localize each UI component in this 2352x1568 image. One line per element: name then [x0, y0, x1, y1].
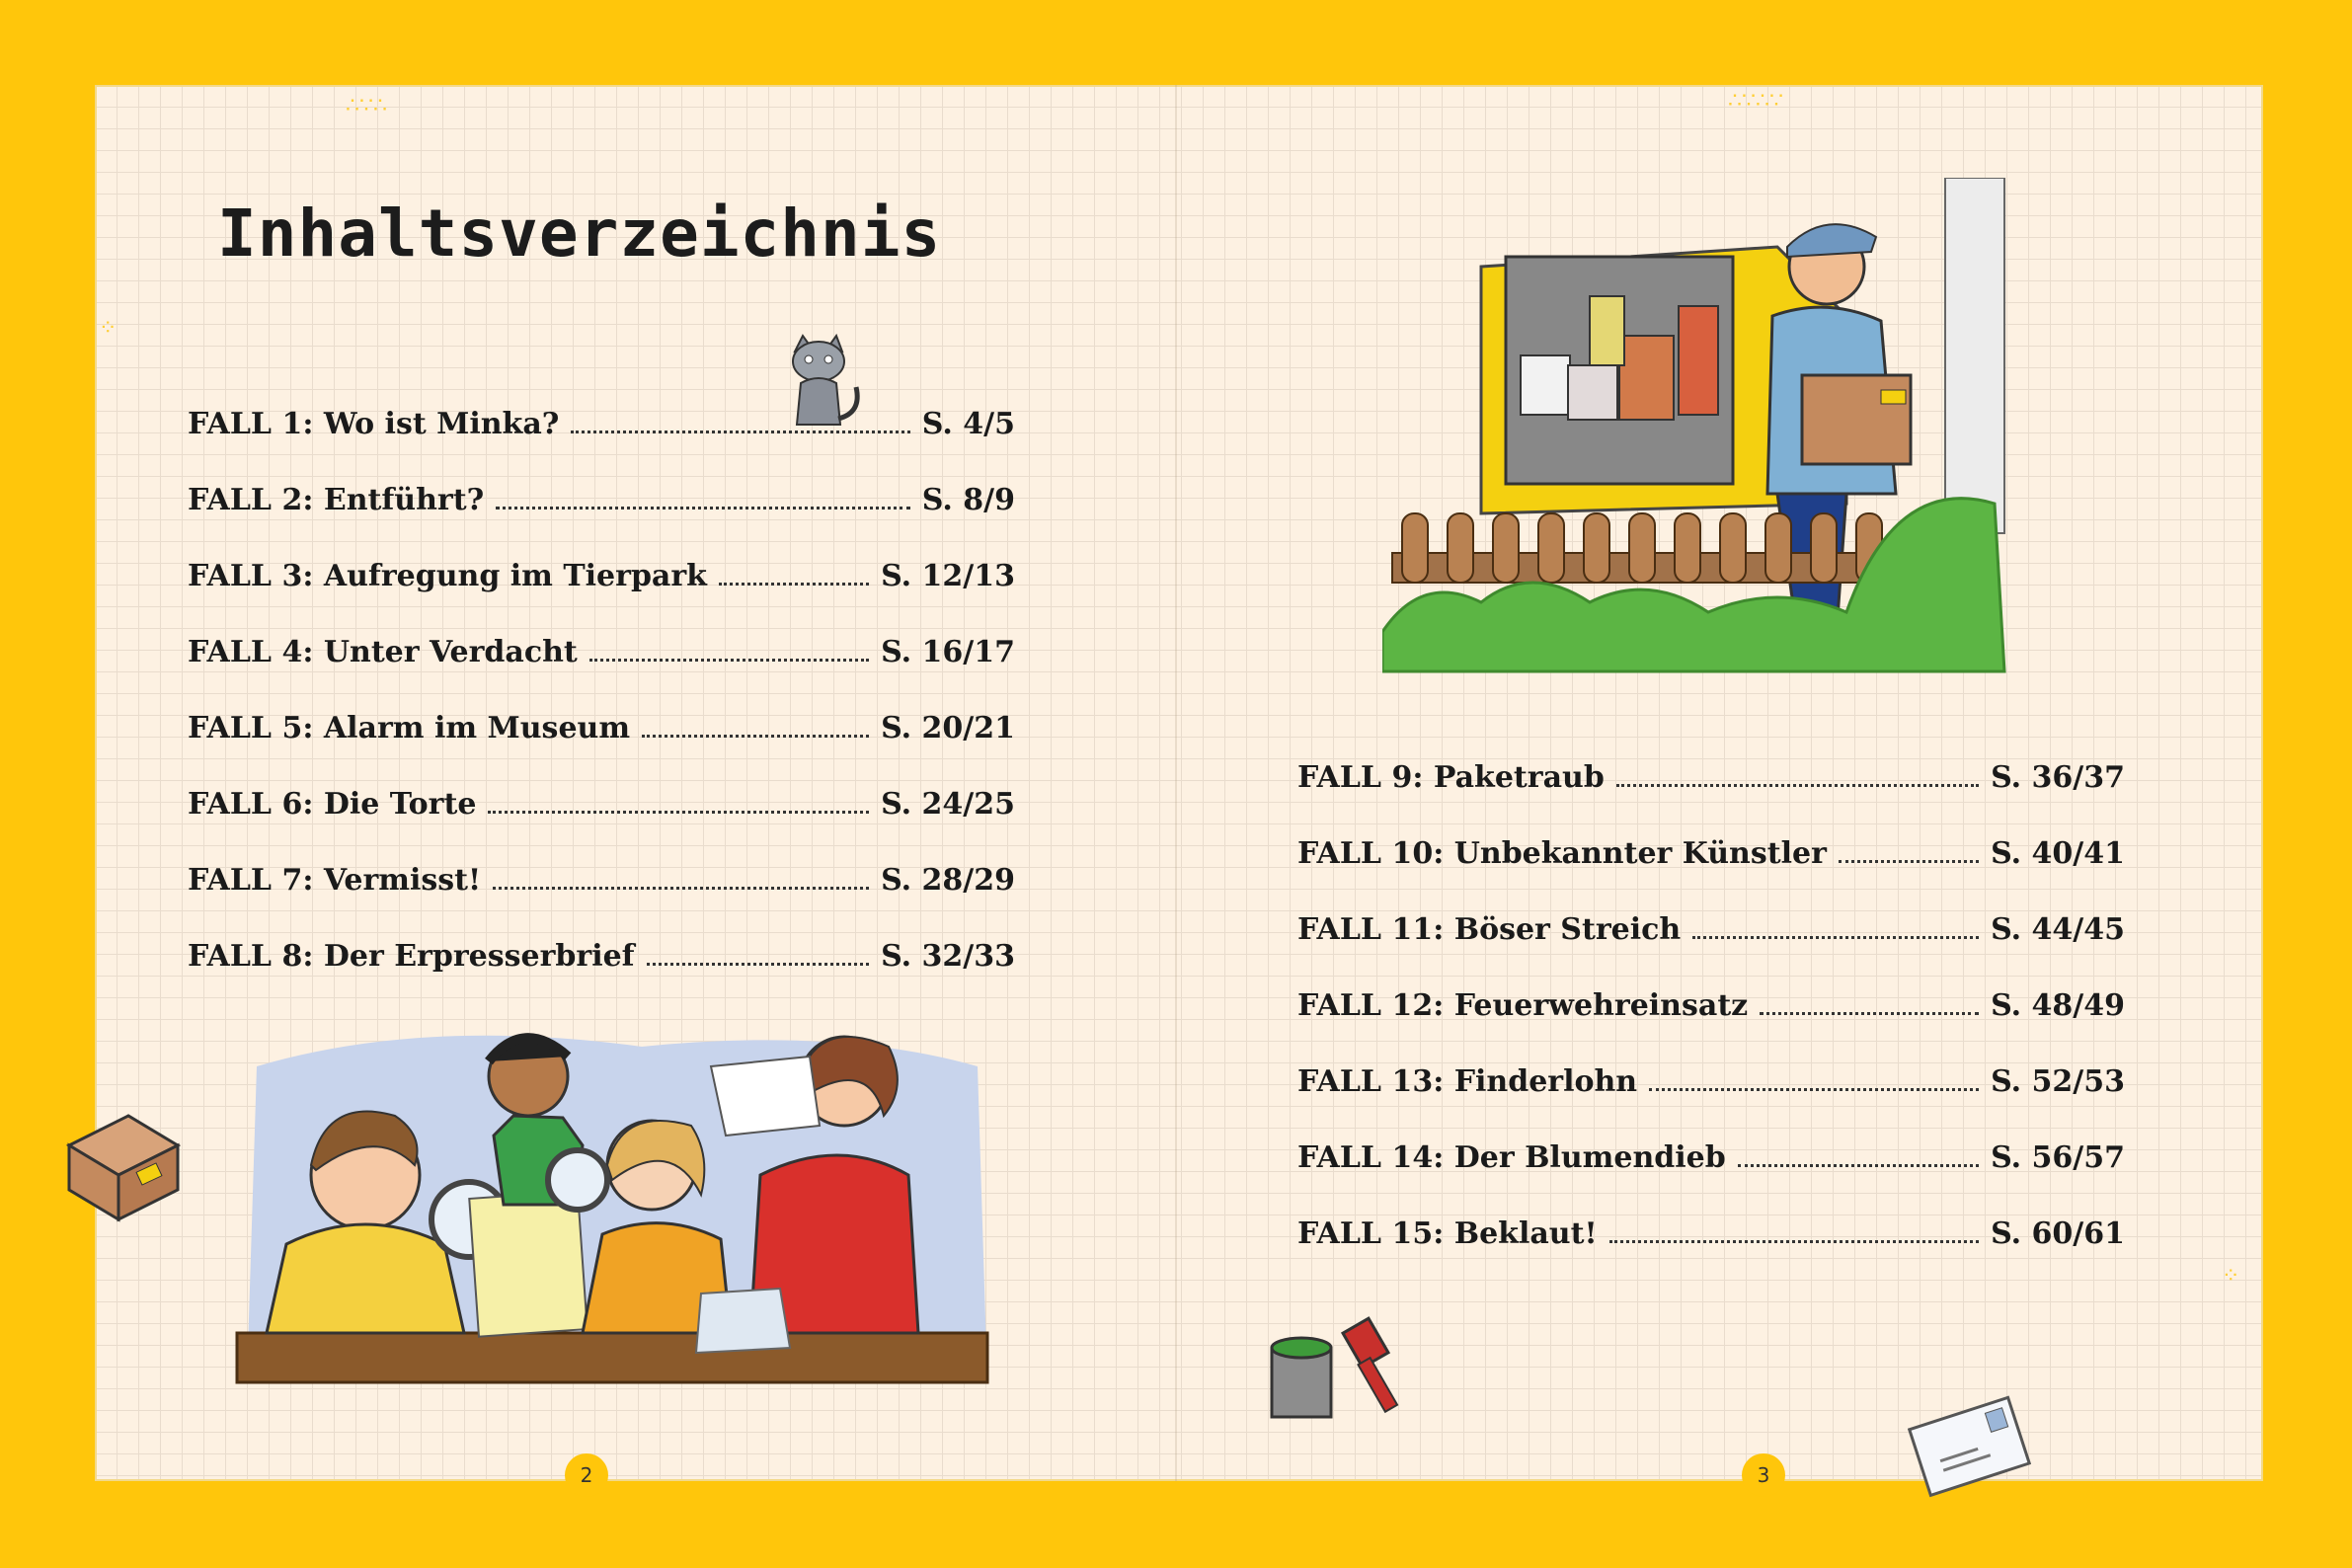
dot-leader [1616, 784, 1979, 787]
page-title: Inhaltsverzeichnis [217, 196, 942, 272]
toc-entry[interactable] [188, 483, 1015, 559]
dot-leader [493, 887, 869, 890]
dot-leader [1760, 1012, 1979, 1015]
paint-can-brush-icon [1262, 1313, 1410, 1422]
dot-leader [1839, 860, 1979, 863]
package-box-icon [59, 1106, 188, 1224]
page-number-left: 2 [565, 1453, 608, 1497]
toc-entry-page: S. 44/45 [1991, 912, 2125, 947]
toc-entry[interactable] [188, 711, 1015, 787]
toc-entry-title: FALL 5: Alarm im Museum [188, 711, 631, 745]
toc-entry-page: S. 32/33 [881, 939, 1015, 974]
toc-entry[interactable] [1297, 1216, 2125, 1293]
toc-entry-page: S. 56/57 [1991, 1140, 2125, 1175]
toc-entry[interactable] [188, 635, 1015, 711]
toc-entry[interactable] [188, 787, 1015, 863]
toc-entry-page: S. 12/13 [881, 559, 1015, 593]
toc-entry-page: S. 24/25 [881, 787, 1015, 822]
dot-leader [1649, 1088, 1979, 1091]
toc-entry-page: S. 4/5 [921, 407, 1015, 441]
toc-entry[interactable] [1297, 760, 2125, 836]
toc-entry-title: FALL 13: Finderlohn [1297, 1064, 1638, 1099]
dot-leader [647, 963, 869, 966]
yellow-speck-decoration: ⁘ [2222, 1264, 2240, 1289]
dot-leader [496, 507, 910, 510]
toc-entry-title: FALL 2: Entführt? [188, 483, 485, 517]
toc-entry[interactable] [188, 863, 1015, 939]
toc-entry-title: FALL 7: Vermisst! [188, 863, 482, 898]
toc-entry-title: FALL 15: Beklaut! [1297, 1216, 1598, 1251]
toc-entry-title: FALL 9: Paketraub [1297, 760, 1605, 795]
toc-entry-title: FALL 14: Der Blumendieb [1297, 1140, 1726, 1175]
toc-entry-title: FALL 11: Böser Streich [1297, 912, 1682, 947]
dot-leader [642, 735, 869, 738]
dot-leader [1738, 1164, 1979, 1167]
toc-entry-page: S. 16/17 [881, 635, 1015, 669]
dot-leader [1692, 936, 1979, 939]
toc-entry-title: FALL 6: Die Torte [188, 787, 477, 822]
toc-right-list [1297, 760, 2125, 1293]
toc-entry-page: S. 52/53 [1991, 1064, 2125, 1099]
toc-entry-page: S. 20/21 [881, 711, 1015, 745]
dot-leader [589, 659, 869, 662]
toc-entry[interactable] [188, 939, 1015, 1015]
toc-entry[interactable] [188, 559, 1015, 635]
yellow-speck-decoration: ∴∵∴∵ [1728, 89, 1783, 114]
toc-entry-title: FALL 4: Unter Verdacht [188, 635, 578, 669]
dot-leader [1609, 1240, 1979, 1243]
yellow-speck-decoration: ⁘ [99, 316, 118, 341]
toc-entry-page: S. 60/61 [1991, 1216, 2125, 1251]
dot-leader [488, 811, 869, 814]
toc-entry-page: S. 28/29 [881, 863, 1015, 898]
kids-detective-illustration [227, 1007, 997, 1402]
page-number-right: 3 [1742, 1453, 1785, 1497]
toc-entry[interactable] [1297, 1140, 2125, 1216]
toc-left-list [188, 407, 1015, 1015]
toc-entry-page: S. 48/49 [1991, 988, 2125, 1023]
toc-entry[interactable] [188, 407, 1015, 483]
toc-entry-page: S. 36/37 [1991, 760, 2125, 795]
toc-entry[interactable] [1297, 988, 2125, 1064]
envelope-icon [1908, 1392, 2031, 1501]
toc-entry[interactable] [1297, 836, 2125, 912]
toc-entry-title: FALL 8: Der Erpresserbrief [188, 939, 635, 974]
delivery-man-illustration [1382, 178, 2014, 691]
book-gutter [1175, 85, 1177, 1481]
toc-entry-title: FALL 1: Wo ist Minka? [188, 407, 560, 441]
toc-entry-page: S. 40/41 [1991, 836, 2125, 871]
toc-entry-title: FALL 12: Feuerwehreinsatz [1297, 988, 1749, 1023]
dot-leader [571, 431, 909, 433]
toc-entry-title: FALL 3: Aufregung im Tierpark [188, 559, 707, 593]
toc-entry[interactable] [1297, 912, 2125, 988]
toc-entry-title: FALL 10: Unbekannter Künstler [1297, 836, 1827, 871]
yellow-speck-decoration: ∴∵∴ [346, 94, 387, 118]
toc-entry-page: S. 8/9 [921, 483, 1015, 517]
dot-leader [719, 583, 869, 586]
toc-entry[interactable] [1297, 1064, 2125, 1140]
